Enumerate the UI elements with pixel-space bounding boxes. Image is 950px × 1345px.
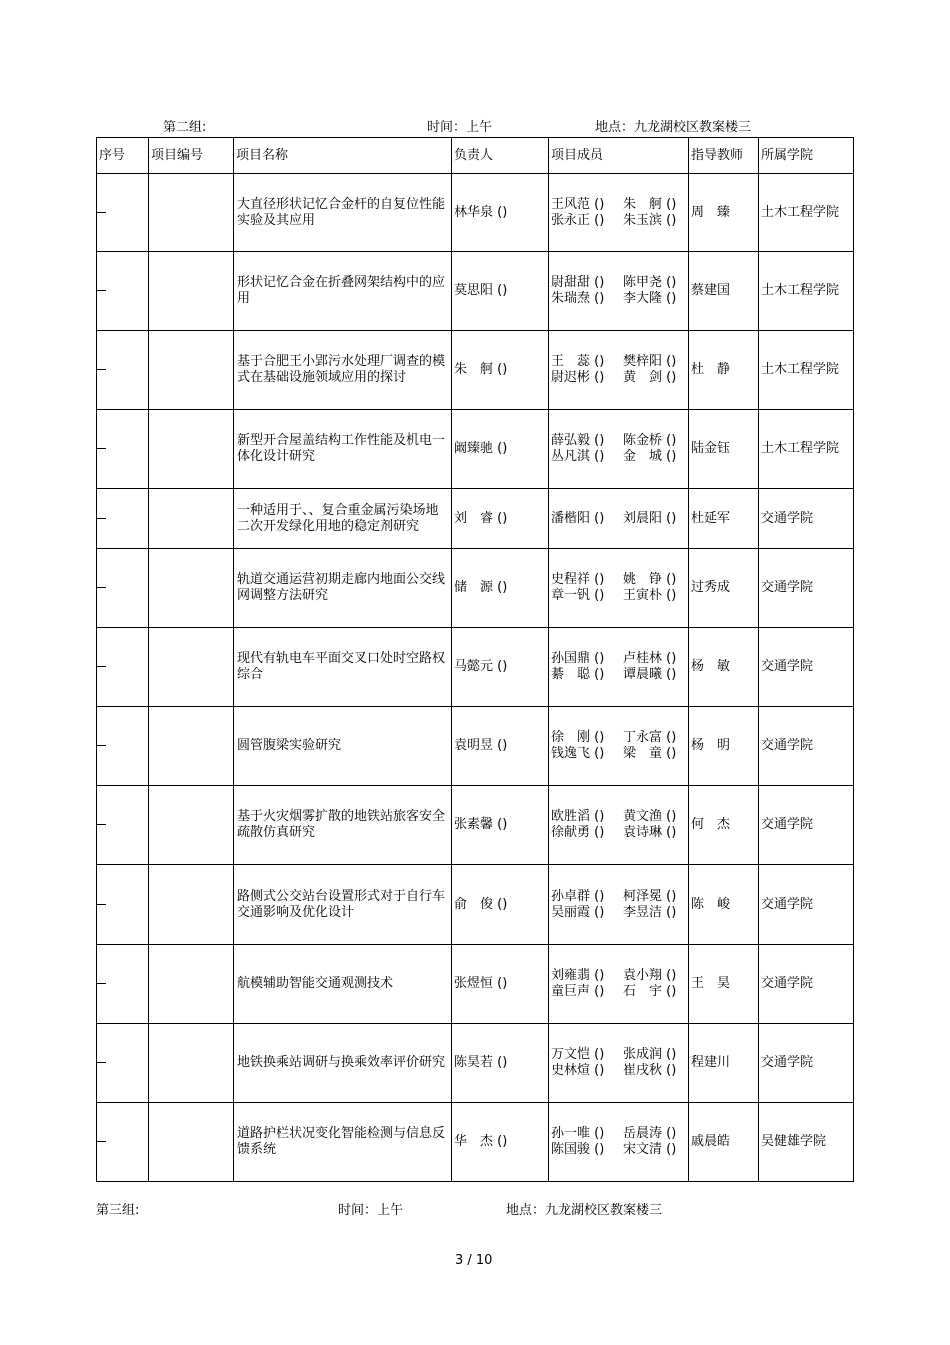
row-seq <box>97 410 149 489</box>
table-row <box>97 252 854 331</box>
row-advisor: 过秀成 <box>689 549 759 628</box>
row-advisor: 杨 明 <box>689 707 759 786</box>
row-seq <box>97 174 149 252</box>
member-grid <box>551 968 686 1000</box>
member-name: 童巨声 () <box>551 984 605 999</box>
row-code <box>149 945 234 1024</box>
member-name: 綦 聪 () <box>551 667 605 682</box>
member-name: 孙国鼎 () <box>551 651 605 666</box>
row-project-name: 现代有轨电车平面交叉口处时空路权综合 <box>234 628 452 707</box>
member-name: 朱 舸 () <box>623 196 677 212</box>
group3-location: 地点：九龙湖校区教案楼三 <box>506 1203 663 1218</box>
header-code: 项目编号 <box>149 138 234 174</box>
header-name: 项目名称 <box>234 138 452 174</box>
member-name: 张成润 () <box>623 1047 677 1062</box>
seq-dash <box>97 290 106 291</box>
member-name: 欧胜滔 () <box>551 809 605 824</box>
member-name: 刘晨阳 () <box>623 510 677 526</box>
row-code <box>149 628 234 707</box>
row-members <box>549 1024 689 1103</box>
seq-dash <box>97 587 106 588</box>
table-row <box>97 1024 854 1103</box>
member-name: 丁永富 () <box>623 730 677 745</box>
member-grid <box>551 1126 686 1158</box>
member-name: 王寅朴 () <box>623 588 677 603</box>
group3-label: 第三组: <box>96 1203 140 1218</box>
member-name: 张永正 () <box>551 212 605 228</box>
row-advisor: 王 昊 <box>689 945 759 1024</box>
row-code <box>149 410 234 489</box>
member-name: 姚 铮 () <box>623 572 677 587</box>
row-members <box>549 331 689 410</box>
member-name: 陈金桥 () <box>623 433 677 448</box>
row-seq <box>97 786 149 865</box>
row-advisor: 何 杰 <box>689 786 759 865</box>
member-name: 黄 剑 () <box>623 370 677 385</box>
row-college: 土木工程学院 <box>759 331 854 410</box>
row-advisor: 程建川 <box>689 1024 759 1103</box>
row-advisor: 周 臻 <box>689 174 759 252</box>
member-name: 袁诗琳 () <box>623 825 677 840</box>
member-grid <box>551 730 686 762</box>
row-advisor: 杨 敏 <box>689 628 759 707</box>
row-leader: 陈昊若 () <box>452 1024 549 1103</box>
row-college: 土木工程学院 <box>759 410 854 489</box>
table-row <box>97 945 854 1024</box>
row-members <box>549 549 689 628</box>
member-name: 史程祥 () <box>551 572 605 587</box>
table-row <box>97 331 854 410</box>
row-seq <box>97 1103 149 1182</box>
row-college: 交通学院 <box>759 786 854 865</box>
header-advisor: 指导教师 <box>689 138 759 174</box>
row-members <box>549 174 689 252</box>
member-name: 李昱洁 () <box>623 904 677 920</box>
member-name: 章一钒 () <box>551 588 605 603</box>
seq-dash <box>97 824 106 825</box>
group2-location: 地点：九龙湖校区教案楼三 <box>595 120 752 135</box>
row-project-name: 航模辅助智能交通观测技术 <box>234 945 452 1024</box>
member-name: 钱逸飞 () <box>551 746 605 761</box>
member-name: 陈国骏 () <box>551 1142 605 1157</box>
member-name: 王 蕊 () <box>551 354 605 369</box>
row-advisor: 陆金钰 <box>689 410 759 489</box>
group2-label: 第二组: <box>163 120 207 135</box>
row-members <box>549 707 689 786</box>
row-college: 土木工程学院 <box>759 252 854 331</box>
group2-time: 时间：上午 <box>427 120 493 135</box>
row-project-name: 路侧式公交站台设置形式对于自行车交通影响及优化设计 <box>234 865 452 945</box>
header-members: 项目成员 <box>549 138 689 174</box>
member-name: 薛弘毅 () <box>551 433 605 448</box>
row-college: 交通学院 <box>759 865 854 945</box>
table-row <box>97 1103 854 1182</box>
member-name: 丛凡淇 () <box>551 449 605 464</box>
member-grid <box>551 651 686 683</box>
row-project-name: 基于合肥王小郢污水处理厂调查的模式在基础设施领域应用的探讨 <box>234 331 452 410</box>
row-seq <box>97 945 149 1024</box>
member-name: 孙一唯 () <box>551 1126 605 1141</box>
row-college: 交通学院 <box>759 707 854 786</box>
seq-dash <box>97 369 106 370</box>
member-name: 岳晨涛 () <box>623 1126 677 1141</box>
seq-dash <box>97 666 106 667</box>
row-code <box>149 331 234 410</box>
member-name: 樊梓阳 () <box>623 354 677 369</box>
seq-dash <box>97 448 106 449</box>
member-name: 史林煊 () <box>551 1063 605 1078</box>
row-project-name: 轨道交通运营初期走廊内地面公交线网调整方法研究 <box>234 549 452 628</box>
member-name: 徐 刚 () <box>551 730 605 745</box>
table-row <box>97 628 854 707</box>
row-code <box>149 1103 234 1182</box>
row-college: 交通学院 <box>759 628 854 707</box>
member-name: 尉迟彬 () <box>551 370 605 385</box>
member-name: 石 宇 () <box>623 984 677 999</box>
group3-time: 时间：上午 <box>338 1203 404 1218</box>
member-name: 谭晨曦 () <box>623 667 677 682</box>
row-leader: 朱 舸 () <box>452 331 549 410</box>
member-name: 徐献勇 () <box>551 825 605 840</box>
row-advisor: 杜 静 <box>689 331 759 410</box>
row-seq <box>97 252 149 331</box>
row-code <box>149 489 234 549</box>
header-college: 所属学院 <box>759 138 854 174</box>
row-leader: 莫思阳 () <box>452 252 549 331</box>
seq-dash <box>97 904 106 905</box>
row-code <box>149 252 234 331</box>
row-college: 交通学院 <box>759 549 854 628</box>
row-code <box>149 865 234 945</box>
row-project-name: 形状记忆合金在折叠网架结构中的应用 <box>234 252 452 331</box>
table-row <box>97 174 854 252</box>
table-row <box>97 707 854 786</box>
row-code <box>149 1024 234 1103</box>
row-code <box>149 707 234 786</box>
row-code <box>149 786 234 865</box>
row-project-name: 地铁换乘站调研与换乘效率评价研究 <box>234 1024 452 1103</box>
row-members <box>549 1103 689 1182</box>
row-college: 土木工程学院 <box>759 174 854 252</box>
member-name: 朱玉滨 () <box>623 212 677 228</box>
seq-dash <box>97 1062 106 1063</box>
member-grid <box>551 354 686 386</box>
table-header-row <box>97 138 854 174</box>
row-members <box>549 628 689 707</box>
project-table <box>96 137 854 1182</box>
row-code <box>149 549 234 628</box>
row-project-name: 基于火灾烟雾扩散的地铁站旅客安全疏散仿真研究 <box>234 786 452 865</box>
row-project-name: 大直径形状记忆合金杆的自复位性能实验及其应用 <box>234 174 452 252</box>
row-leader: 林华泉 () <box>452 174 549 252</box>
member-name: 黄文渔 () <box>623 809 677 824</box>
member-name: 王风范 () <box>551 196 605 212</box>
member-name: 吴丽霞 () <box>551 904 605 920</box>
row-members <box>549 945 689 1024</box>
seq-dash <box>97 983 106 984</box>
row-leader: 华 杰 () <box>452 1103 549 1182</box>
row-members <box>549 865 689 945</box>
member-grid <box>551 1047 686 1079</box>
member-name: 卢桂林 () <box>623 651 677 666</box>
row-college: 交通学院 <box>759 489 854 549</box>
row-project-name: 一种适用于、、复合重金属污染场地二次开发绿化用地的稳定剂研究 <box>234 489 452 549</box>
member-name: 孙卓群 () <box>551 888 605 904</box>
member-grid <box>551 275 686 307</box>
member-name: 梁 童 () <box>623 746 677 761</box>
row-seq <box>97 865 149 945</box>
row-college: 吴健雄学院 <box>759 1103 854 1182</box>
row-members <box>549 786 689 865</box>
header-seq: 序号 <box>97 138 149 174</box>
row-leader: 袁明昱 () <box>452 707 549 786</box>
table-row <box>97 786 854 865</box>
table-row <box>97 489 854 549</box>
member-name: 尉甜甜 () <box>551 275 605 290</box>
row-seq <box>97 707 149 786</box>
seq-dash <box>97 1141 106 1142</box>
member-grid <box>551 889 686 921</box>
row-members <box>549 410 689 489</box>
member-grid <box>551 433 686 465</box>
row-project-name: 圆管腹梁实验研究 <box>234 707 452 786</box>
table-row <box>97 865 854 945</box>
row-leader: 俞 俊 () <box>452 865 549 945</box>
row-code <box>149 174 234 252</box>
member-grid <box>551 511 686 527</box>
seq-dash <box>97 745 106 746</box>
header-leader: 负责人 <box>452 138 549 174</box>
member-name: 潘楷阳 () <box>551 510 605 526</box>
page-number: 3 / 10 <box>455 1253 493 1268</box>
seq-dash <box>97 212 106 213</box>
row-college: 交通学院 <box>759 945 854 1024</box>
row-leader: 刘 睿 () <box>452 489 549 549</box>
row-leader: 张素馨 () <box>452 786 549 865</box>
row-project-name: 道路护栏状况变化智能检测与信息反馈系统 <box>234 1103 452 1182</box>
member-name: 陈甲尧 () <box>623 275 677 290</box>
member-name: 李大隆 () <box>623 291 677 306</box>
row-leader: 张煜恒 () <box>452 945 549 1024</box>
row-seq <box>97 331 149 410</box>
member-grid <box>551 197 686 229</box>
row-members <box>549 252 689 331</box>
row-advisor: 戚晨皓 <box>689 1103 759 1182</box>
row-seq <box>97 1024 149 1103</box>
row-seq <box>97 489 149 549</box>
row-project-name: 新型开合屋盖结构工作性能及机电一体化设计研究 <box>234 410 452 489</box>
member-grid <box>551 809 686 841</box>
table-row <box>97 549 854 628</box>
member-name: 宋文清 () <box>623 1142 677 1157</box>
row-seq <box>97 628 149 707</box>
row-leader: 马懿元 () <box>452 628 549 707</box>
row-leader: 储 源 () <box>452 549 549 628</box>
member-name: 万文恺 () <box>551 1047 605 1062</box>
member-name: 崔戌秋 () <box>623 1063 677 1078</box>
row-seq <box>97 549 149 628</box>
seq-dash <box>97 518 106 519</box>
row-advisor: 陈 峻 <box>689 865 759 945</box>
row-leader: 阚臻驰 () <box>452 410 549 489</box>
member-name: 柯泽冕 () <box>623 888 677 904</box>
member-name: 袁小翔 () <box>623 968 677 983</box>
member-name: 朱瑞焘 () <box>551 291 605 306</box>
row-advisor: 蔡建国 <box>689 252 759 331</box>
member-name: 金 城 () <box>623 449 677 464</box>
row-members <box>549 489 689 549</box>
member-name: 刘雍翡 () <box>551 968 605 983</box>
member-grid <box>551 572 686 604</box>
table-row <box>97 410 854 489</box>
row-advisor: 杜延军 <box>689 489 759 549</box>
row-college: 交通学院 <box>759 1024 854 1103</box>
